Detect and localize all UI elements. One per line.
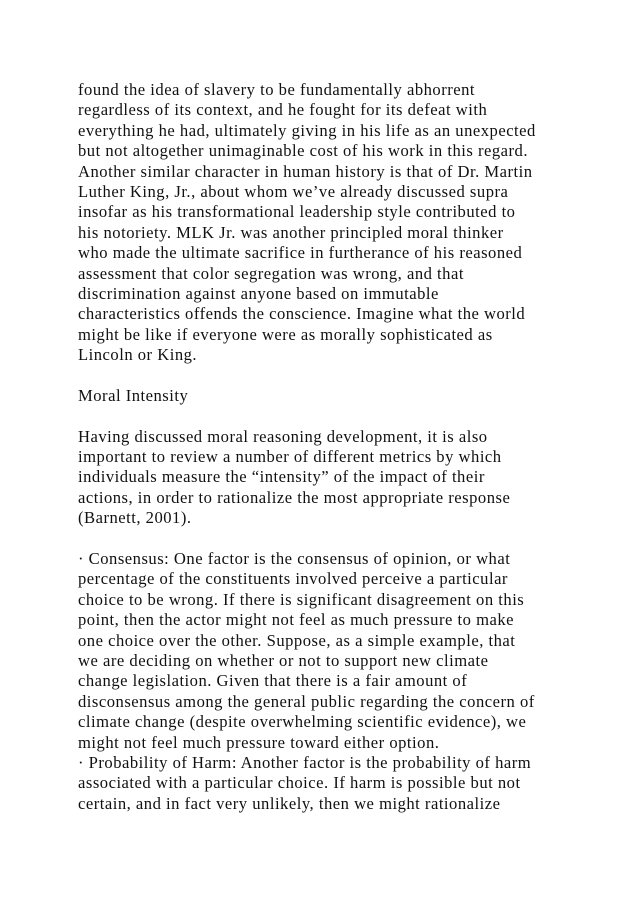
bullet-line: change legislation. Given that there is a fair amount of bbox=[78, 671, 468, 691]
paragraph-line: important to review a number of different metrics by which bbox=[78, 447, 502, 467]
bullet-line: one choice over the other. Suppose, as a simple example, that bbox=[78, 630, 516, 650]
paragraph-line: actions, in order to rationalize the most appropriate response bbox=[78, 487, 511, 507]
paragraph-line: Luther King, Jr., about whom we’ve already discussed supra bbox=[78, 181, 509, 201]
bullet-line: point, then the actor might not feel as much pressure to make bbox=[78, 610, 515, 630]
paragraph-line: his notoriety. MLK Jr. was another principled moral thinker bbox=[78, 222, 504, 242]
paragraph-spacer bbox=[78, 529, 578, 549]
paragraph-line: individuals measure the “intensity” of the impact of their bbox=[78, 467, 485, 487]
bullet-line: associated with a particular choice. If harm is possible but not bbox=[78, 773, 521, 793]
bullet-line: we are deciding on whether or not to support new climate bbox=[78, 650, 489, 670]
paragraph-spacer bbox=[78, 406, 578, 426]
paragraph-line: found the idea of slavery to be fundamentally abhorrent bbox=[78, 80, 476, 99]
paragraph-line: who made the ultimate sacrifice in furtherance of his reasoned bbox=[78, 243, 523, 263]
document-body bbox=[78, 80, 578, 814]
paragraph-line: (Barnett, 2001). bbox=[78, 508, 192, 528]
bullet-line: · Probability of Harm: Another factor is the probability of harm bbox=[78, 752, 532, 772]
bullet-line: might not feel much pressure toward either option. bbox=[78, 732, 440, 752]
paragraph-line: assessment that color segregation was wrong, and that bbox=[78, 263, 464, 283]
bullet-line: climate change (despite overwhelming scientific evidence), we bbox=[78, 712, 527, 732]
paragraph-line: Another similar character in human history is that of Dr. Martin bbox=[78, 161, 533, 181]
paragraph-line: everything he had, ultimately giving in his life as an unexpected bbox=[78, 120, 536, 140]
paragraph-line: might be like if everyone were as morally sophisticated as bbox=[78, 324, 493, 344]
bullet-probability-of-harm bbox=[78, 753, 578, 814]
paragraph-line: insofar as his transformational leadership style contributed to bbox=[78, 202, 516, 222]
paragraph-line: characteristics offends the conscience. Imagine what the world bbox=[78, 304, 526, 324]
paragraph-line: discrimination against anyone based on immutable bbox=[78, 283, 439, 303]
paragraph-moral-intensity-intro bbox=[78, 427, 578, 529]
bullet-line: percentage of the constituents involved perceive a particular bbox=[78, 569, 508, 589]
bullet-line: · Consensus: One factor is the consensus of opinion, or what bbox=[78, 548, 511, 568]
bullet-consensus bbox=[78, 549, 578, 753]
paragraph-line: but not altogether unimaginable cost of his work in this regard. bbox=[78, 141, 528, 161]
paragraph-line: regardless of its context, and he fought for its defeat with bbox=[78, 100, 488, 120]
section-heading: Moral Intensity bbox=[78, 385, 189, 405]
bullet-line: certain, and in fact very unlikely, then we might rationalize bbox=[78, 793, 501, 813]
paragraph-spacer bbox=[78, 365, 578, 385]
paragraph-line: Having discussed moral reasoning development, it is also bbox=[78, 426, 488, 446]
paragraph-line: Lincoln or King. bbox=[78, 345, 198, 365]
paragraph-slavery-mlk bbox=[78, 80, 578, 365]
bullet-line: disconsensus among the general public regarding the concern of bbox=[78, 691, 535, 711]
bullet-line: choice to be wrong. If there is significant disagreement on this bbox=[78, 589, 525, 609]
